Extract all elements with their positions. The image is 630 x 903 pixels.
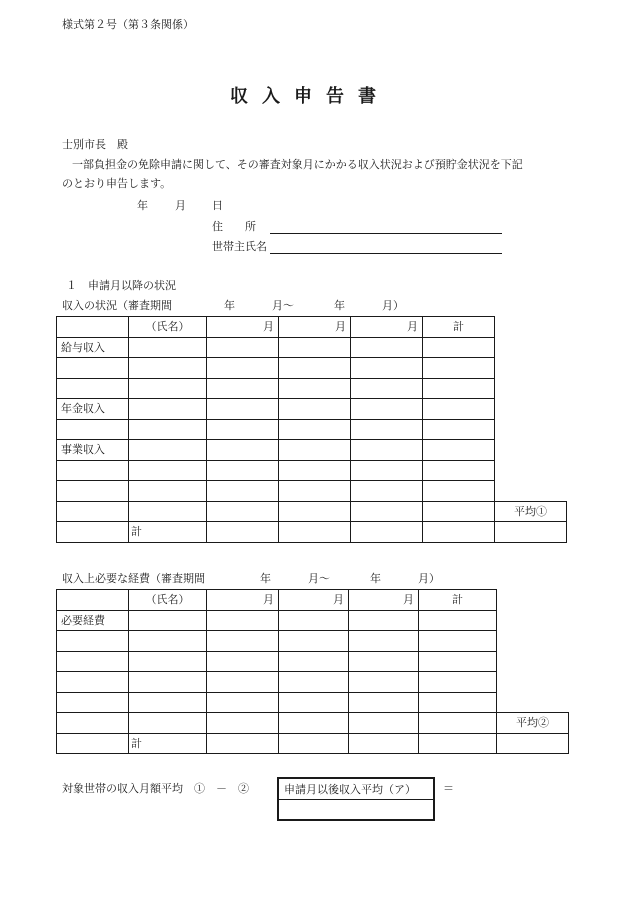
outside-cell bbox=[497, 610, 569, 631]
expense-caption: 収入上必要な経費（審査期間 bbox=[62, 572, 205, 585]
date-day-label: 日 bbox=[212, 199, 223, 212]
total-cell[interactable] bbox=[423, 460, 495, 481]
month-cell[interactable] bbox=[349, 692, 419, 713]
header-month: 月 bbox=[207, 317, 279, 338]
grand-total-cell[interactable] bbox=[423, 522, 495, 543]
month-cell[interactable] bbox=[207, 692, 279, 713]
header-month: 月 bbox=[351, 317, 423, 338]
name-cell[interactable] bbox=[129, 440, 207, 461]
name-cell[interactable] bbox=[129, 692, 207, 713]
expense-total-row bbox=[57, 733, 569, 754]
month-cell[interactable] bbox=[349, 713, 419, 734]
row-label bbox=[57, 631, 129, 652]
month-cell[interactable] bbox=[207, 460, 279, 481]
total-cell[interactable] bbox=[423, 440, 495, 461]
month-cell[interactable] bbox=[207, 399, 279, 420]
householder-name-field[interactable] bbox=[270, 239, 502, 254]
name-cell[interactable] bbox=[129, 358, 207, 379]
row-label bbox=[57, 481, 129, 502]
row-label bbox=[57, 672, 129, 693]
total-month-cell[interactable] bbox=[279, 522, 351, 543]
row-label: 事業収入 bbox=[57, 440, 129, 461]
name-cell[interactable] bbox=[129, 337, 207, 358]
month-cell[interactable] bbox=[279, 481, 351, 502]
month-cell[interactable] bbox=[207, 672, 279, 693]
header-name: （氏名） bbox=[129, 317, 207, 338]
month-cell[interactable] bbox=[279, 399, 351, 420]
outside-cell bbox=[495, 460, 567, 481]
month-cell[interactable] bbox=[279, 337, 351, 358]
outside-cell bbox=[497, 672, 569, 693]
date-year-label: 年 bbox=[137, 199, 148, 212]
outside-cell bbox=[497, 590, 569, 611]
householder-label: 世帯主氏名 bbox=[212, 240, 267, 253]
total-cell[interactable] bbox=[423, 501, 495, 522]
header-total: 計 bbox=[423, 317, 495, 338]
row-label bbox=[57, 713, 129, 734]
total-row-label: 計 bbox=[129, 733, 207, 754]
total-month-cell[interactable] bbox=[351, 522, 423, 543]
month-cell[interactable] bbox=[351, 460, 423, 481]
month-cell[interactable] bbox=[207, 713, 279, 734]
income-period-year2: 年 bbox=[334, 299, 345, 312]
row-label bbox=[57, 651, 129, 672]
average-value-cell[interactable] bbox=[497, 733, 569, 754]
table-row bbox=[57, 610, 569, 631]
row-label bbox=[57, 692, 129, 713]
average-value-cell[interactable] bbox=[495, 522, 567, 543]
expense-header-row bbox=[57, 590, 569, 611]
total-cell[interactable] bbox=[419, 692, 497, 713]
total-cell[interactable] bbox=[423, 399, 495, 420]
month-cell[interactable] bbox=[207, 440, 279, 461]
header-month: 月 bbox=[349, 590, 419, 611]
month-cell[interactable] bbox=[351, 358, 423, 379]
total-row-blank bbox=[57, 522, 129, 543]
month-cell[interactable] bbox=[279, 692, 349, 713]
month-cell[interactable] bbox=[351, 337, 423, 358]
outside-cell bbox=[495, 337, 567, 358]
total-cell[interactable] bbox=[419, 672, 497, 693]
month-cell[interactable] bbox=[349, 672, 419, 693]
header-blank bbox=[57, 317, 129, 338]
month-cell[interactable] bbox=[349, 610, 419, 631]
row-label bbox=[57, 501, 129, 522]
table-row bbox=[57, 440, 567, 461]
addressee: 士別市長 殿 bbox=[62, 138, 128, 151]
month-cell[interactable] bbox=[279, 460, 351, 481]
outside-cell bbox=[495, 317, 567, 338]
income-period-month2: 月） bbox=[382, 299, 404, 312]
table-row bbox=[57, 631, 569, 652]
total-cell[interactable] bbox=[423, 337, 495, 358]
outside-cell bbox=[495, 399, 567, 420]
address-label: 住 所 bbox=[212, 220, 256, 233]
summary-box-label: 申請月以後収入平均（ア） bbox=[284, 783, 416, 796]
outside-cell bbox=[495, 358, 567, 379]
name-cell[interactable] bbox=[129, 672, 207, 693]
outside-cell bbox=[497, 631, 569, 652]
summary-value-field[interactable] bbox=[279, 800, 433, 819]
intro-text-line2: のとおり申告します。 bbox=[62, 177, 172, 190]
table-row bbox=[57, 378, 567, 399]
month-cell[interactable] bbox=[279, 631, 349, 652]
expense-period-month1: 月～ bbox=[308, 572, 330, 585]
total-month-cell[interactable] bbox=[279, 733, 349, 754]
table-row bbox=[57, 460, 567, 481]
row-label: 年金収入 bbox=[57, 399, 129, 420]
month-cell[interactable] bbox=[207, 501, 279, 522]
expense-period-year2: 年 bbox=[370, 572, 381, 585]
total-month-cell[interactable] bbox=[207, 733, 279, 754]
outside-cell bbox=[495, 481, 567, 502]
total-cell[interactable] bbox=[423, 378, 495, 399]
table-row bbox=[57, 481, 567, 502]
table-row bbox=[57, 399, 567, 420]
expense-period-year1: 年 bbox=[260, 572, 271, 585]
month-cell[interactable] bbox=[279, 378, 351, 399]
month-cell[interactable] bbox=[207, 610, 279, 631]
expense-table bbox=[56, 589, 569, 754]
page-title: 収入申告書 bbox=[230, 86, 390, 107]
total-cell[interactable] bbox=[419, 651, 497, 672]
average-label: 平均① bbox=[495, 501, 567, 522]
total-cell[interactable] bbox=[423, 358, 495, 379]
month-cell[interactable] bbox=[349, 651, 419, 672]
name-cell[interactable] bbox=[129, 501, 207, 522]
month-cell[interactable] bbox=[207, 419, 279, 440]
row-label bbox=[57, 460, 129, 481]
name-cell[interactable] bbox=[129, 481, 207, 502]
table-row bbox=[57, 692, 569, 713]
income-caption: 収入の状況（審査期間 bbox=[62, 299, 172, 312]
expense-period-month2: 月） bbox=[418, 572, 440, 585]
income-header-row bbox=[57, 317, 567, 338]
month-cell[interactable] bbox=[351, 399, 423, 420]
month-cell[interactable] bbox=[351, 378, 423, 399]
total-cell[interactable] bbox=[419, 610, 497, 631]
intro-text-line1: 一部負担金の免除申請に関して、その審査対象月にかかる収入状況および預貯金状況を下記 bbox=[72, 158, 523, 171]
income-total-row bbox=[57, 522, 567, 543]
row-label: 必要経費 bbox=[57, 610, 129, 631]
average-label: 平均② bbox=[497, 713, 569, 734]
table-row bbox=[57, 358, 567, 379]
header-blank bbox=[57, 590, 129, 611]
name-cell[interactable] bbox=[129, 713, 207, 734]
outside-cell bbox=[497, 692, 569, 713]
row-label bbox=[57, 378, 129, 399]
date-month-label: 月 bbox=[175, 199, 186, 212]
name-cell[interactable] bbox=[129, 378, 207, 399]
table-row bbox=[57, 337, 567, 358]
header-month: 月 bbox=[279, 317, 351, 338]
month-cell[interactable] bbox=[207, 651, 279, 672]
total-cell[interactable] bbox=[423, 419, 495, 440]
outside-cell bbox=[495, 440, 567, 461]
header-total: 計 bbox=[419, 590, 497, 611]
name-cell[interactable] bbox=[129, 631, 207, 652]
summary-equals: ＝ bbox=[443, 782, 454, 795]
total-row-blank bbox=[57, 733, 129, 754]
month-cell[interactable] bbox=[279, 419, 351, 440]
table-row bbox=[57, 501, 567, 522]
month-cell[interactable] bbox=[279, 501, 351, 522]
header-month: 月 bbox=[207, 590, 279, 611]
total-month-cell[interactable] bbox=[207, 522, 279, 543]
total-cell[interactable] bbox=[419, 713, 497, 734]
month-cell[interactable] bbox=[351, 419, 423, 440]
month-cell[interactable] bbox=[279, 440, 351, 461]
table-row bbox=[57, 713, 569, 734]
name-cell[interactable] bbox=[129, 651, 207, 672]
summary-box bbox=[277, 777, 435, 821]
month-cell[interactable] bbox=[279, 672, 349, 693]
name-cell[interactable] bbox=[129, 399, 207, 420]
income-table-body bbox=[57, 317, 567, 543]
name-cell[interactable] bbox=[129, 419, 207, 440]
grand-total-cell[interactable] bbox=[419, 733, 497, 754]
outside-cell bbox=[497, 651, 569, 672]
month-cell[interactable] bbox=[279, 651, 349, 672]
header-name: （氏名） bbox=[129, 590, 207, 611]
income-period-year1: 年 bbox=[224, 299, 235, 312]
income-period-month1: 月～ bbox=[272, 299, 294, 312]
expense-table-body bbox=[57, 590, 569, 754]
form-number: 様式第２号（第３条関係） bbox=[62, 18, 194, 31]
table-row bbox=[57, 419, 567, 440]
section1-heading: １ 申請月以降の状況 bbox=[66, 279, 176, 292]
month-cell[interactable] bbox=[207, 358, 279, 379]
address-field[interactable] bbox=[270, 219, 502, 234]
row-label bbox=[57, 358, 129, 379]
row-label bbox=[57, 419, 129, 440]
header-month: 月 bbox=[279, 590, 349, 611]
month-cell[interactable] bbox=[351, 481, 423, 502]
month-cell[interactable] bbox=[207, 337, 279, 358]
outside-cell bbox=[495, 419, 567, 440]
month-cell[interactable] bbox=[351, 440, 423, 461]
month-cell[interactable] bbox=[279, 358, 351, 379]
month-cell[interactable] bbox=[207, 631, 279, 652]
total-cell[interactable] bbox=[419, 631, 497, 652]
month-cell[interactable] bbox=[351, 501, 423, 522]
month-cell[interactable] bbox=[279, 713, 349, 734]
name-cell[interactable] bbox=[129, 610, 207, 631]
month-cell[interactable] bbox=[207, 378, 279, 399]
row-label: 給与収入 bbox=[57, 337, 129, 358]
summary-label: 対象世帯の収入月額平均 ① － ② bbox=[62, 782, 249, 795]
total-row-label: 計 bbox=[129, 522, 207, 543]
income-table bbox=[56, 316, 567, 543]
total-cell[interactable] bbox=[423, 481, 495, 502]
outside-cell bbox=[495, 378, 567, 399]
table-row bbox=[57, 672, 569, 693]
month-cell[interactable] bbox=[207, 481, 279, 502]
month-cell[interactable] bbox=[349, 631, 419, 652]
total-month-cell[interactable] bbox=[349, 733, 419, 754]
month-cell[interactable] bbox=[279, 610, 349, 631]
table-row bbox=[57, 651, 569, 672]
name-cell[interactable] bbox=[129, 460, 207, 481]
